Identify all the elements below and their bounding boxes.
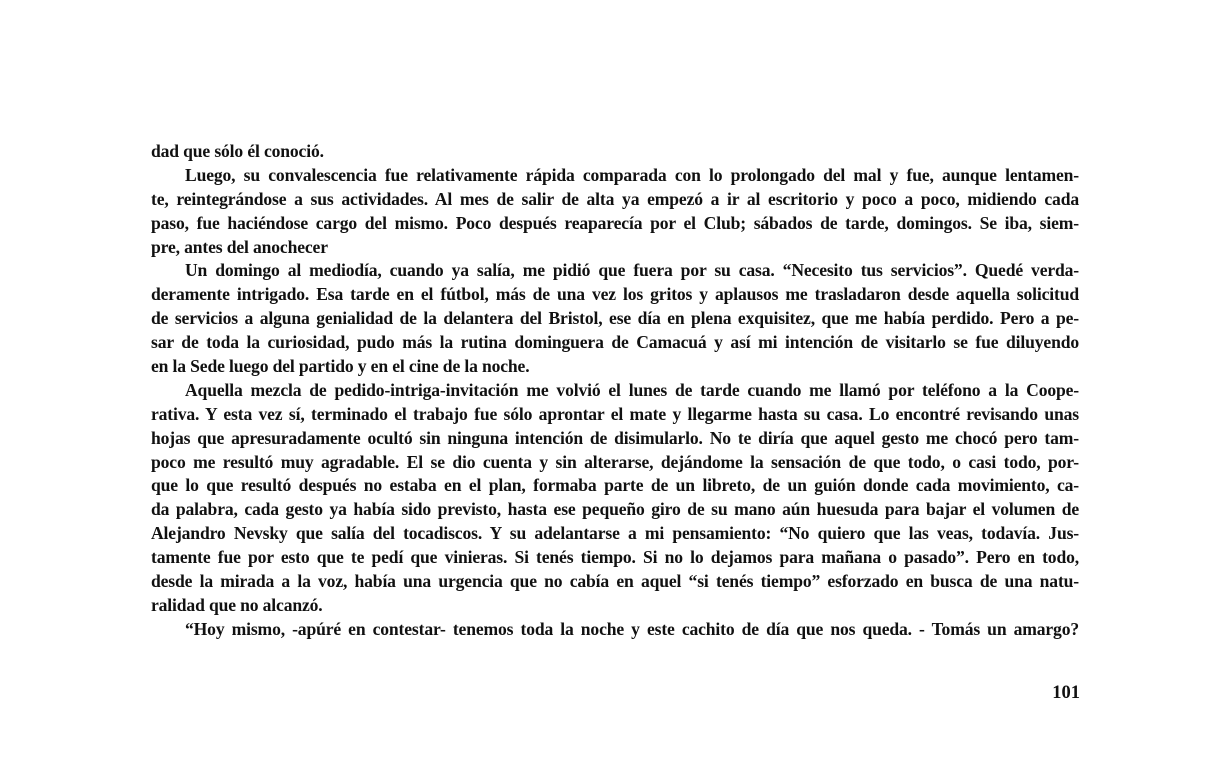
text-line: da palabra, cada gesto ya había sido previsto, hasta ese pequeño giro de su mano aún huesuda para bajar el volumen de: [151, 499, 1079, 520]
text-line: paso, fue haciéndose cargo del mismo. Poco después reaparecía por el Club; sábados de tarde, domingos. Se iba, siem-: [151, 212, 1079, 233]
body-text: [151, 140, 1079, 642]
text-line: sar de toda la curiosidad, pudo más la rutina dominguera de Camacuá y así mi intención de visitarlo se fue diluyendo: [151, 332, 1079, 353]
text-line: hojas que apresuradamente ocultó sin ninguna intención de disimularlo. No te diría que aquel gesto me chocó pero tam-: [151, 427, 1079, 448]
text-line: tamente fue por esto que te pedí que vinieras. Si tenés tiempo. Si no lo dejamos para mañana o pasado”. Pero en todo,: [151, 547, 1079, 568]
text-line: “Hoy mismo, -apúré en contestar- tenemos toda la noche y este cachito de día que nos queda. - Tomás un amargo?: [185, 618, 1079, 639]
text-line: Aquella mezcla de pedido-intriga-invitación me volvió el lunes de tarde cuando me llamó por teléfono a la Coope-: [185, 379, 1079, 400]
text-line: de servicios a alguna genialidad de la delantera del Bristol, ese día en plena exquisitez, que me había perdido. Pero a pe-: [151, 308, 1079, 329]
page-number: 101: [1052, 683, 1080, 703]
text-line: Alejandro Nevsky que salía del tocadiscos. Y su adelantarse a mi pensamiento: “No quiero que las veas, todavía. Jus-: [151, 523, 1079, 544]
text-line: te, reintegrándose a sus actividades. Al mes de salir de alta ya empezó a ir al escritorio y poco a poco, midiendo cada: [151, 188, 1079, 209]
text-line: en la Sede luego del partido y en el cine de la noche.: [151, 356, 530, 377]
text-line: deramente intrigado. Esa tarde en el fútbol, más de una vez los gritos y aplausos me trasladaron desde aquella solicitud: [151, 284, 1079, 305]
text-line: rativa. Y esta vez sí, terminado el trabajo fue sólo aprontar el mate y llegarme hasta su casa. Lo encontré revisando unas: [151, 403, 1079, 424]
text-line: que lo que resultó después no estaba en el plan, formaba parte de un libreto, de un guión donde cada movimiento, ca-: [151, 475, 1079, 496]
text-line: desde la mirada a la voz, había una urgencia que no cabía en aquel “si tenés tiempo” esforzado en busca de una natu-: [151, 571, 1079, 592]
text-line: dad que sólo él conoció.: [151, 141, 324, 161]
text-line: Luego, su convalescencia fue relativamente rápida comparada con lo prolongado del mal y fue, aunque lentamen-: [185, 164, 1079, 185]
text-line: poco me resultó muy agradable. El se dio cuenta y sin alterarse, dejándome la sensación de que todo, o casi todo, por-: [151, 451, 1079, 472]
text-line: pre, antes del anochecer: [151, 236, 328, 257]
text-line: Un domingo al mediodía, cuando ya salía, me pidió que fuera por su casa. “Necesito tus servicios”. Quedé verda-: [185, 260, 1079, 281]
text-line: ralidad que no alcanzó.: [151, 594, 323, 615]
